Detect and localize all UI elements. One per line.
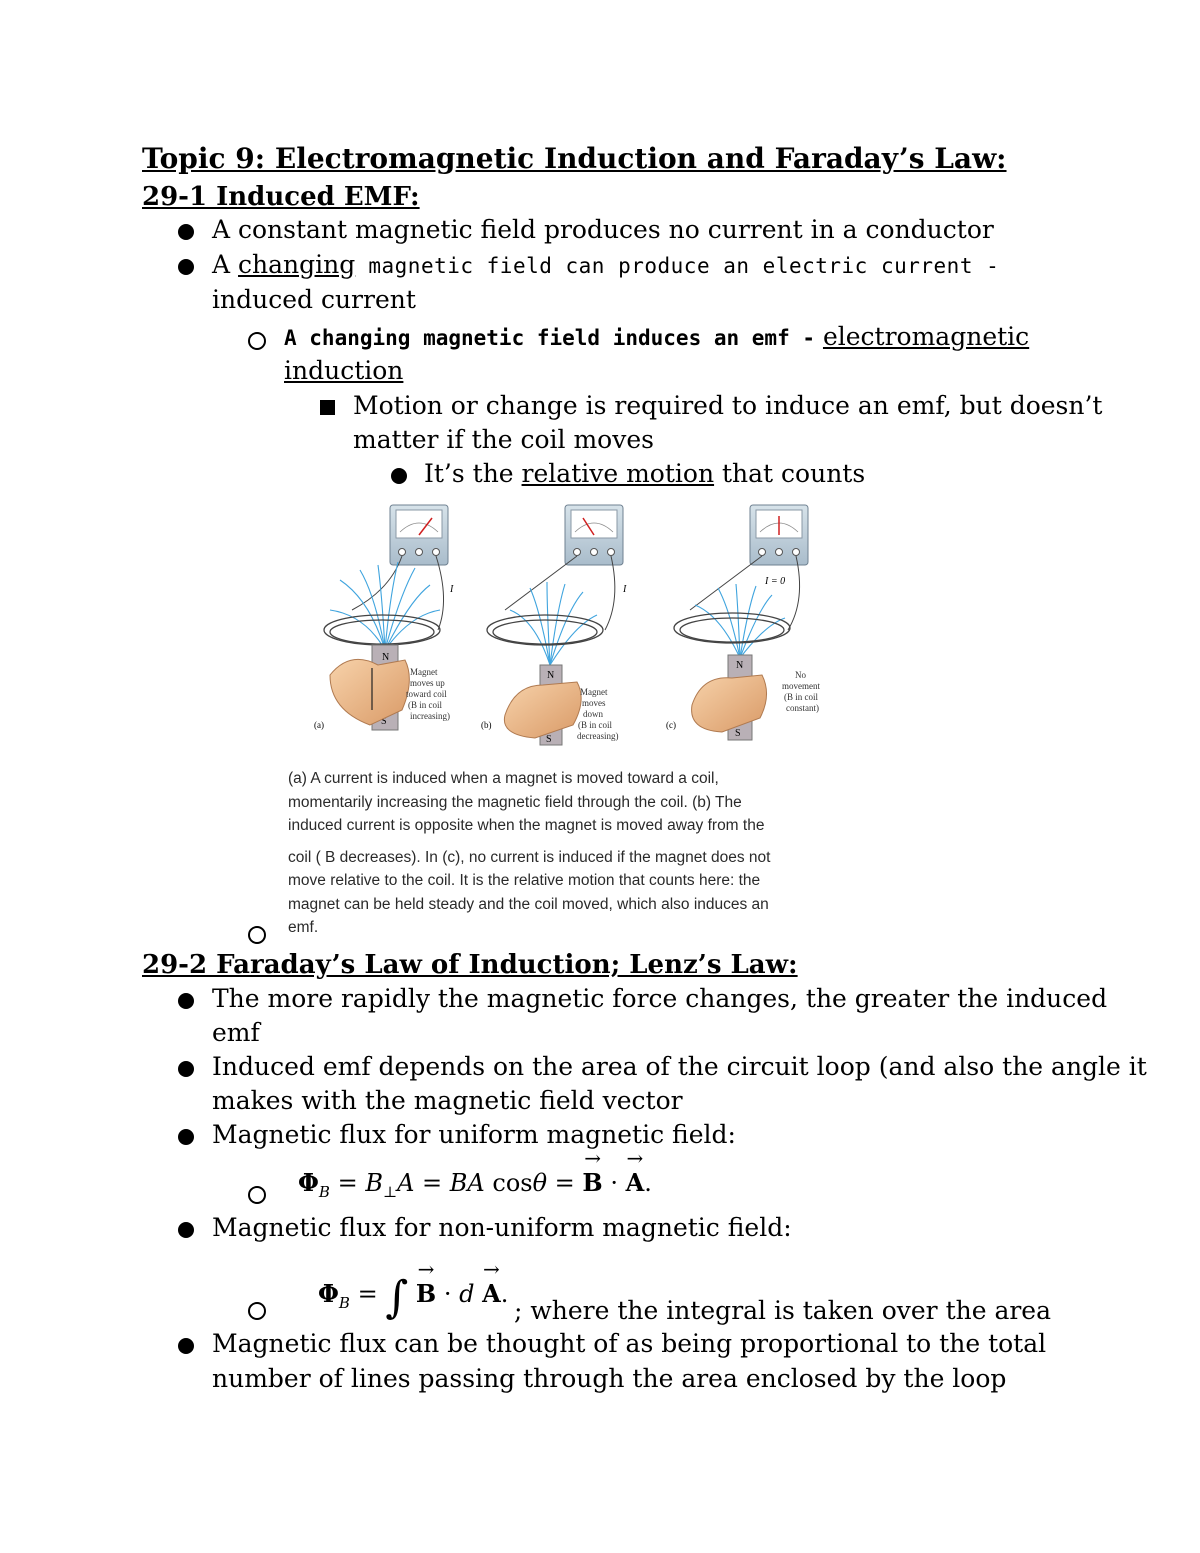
bullet-icon	[178, 224, 194, 240]
bullet-icon	[178, 993, 194, 1009]
square-bullet-text-continued: matter if the coil moves	[353, 425, 654, 454]
underlined-text: electromagnetic	[822, 322, 1030, 351]
mono-text: magnetic field can produce an electric current -	[355, 254, 1000, 278]
sub-bullet-icon	[248, 926, 266, 944]
current-label: I	[450, 584, 454, 595]
magnet-pole-label: S	[546, 734, 552, 745]
page-title: Topic 9: Electromagnetic Induction and Faraday’s Law:	[142, 142, 1007, 175]
sub-bullet-icon	[248, 332, 266, 350]
bullet-text: Magnetic flux can be thought of as being proportional to the total	[212, 1329, 1047, 1358]
panel-b	[481, 505, 627, 745]
svg-text:toward coil: toward coil	[406, 689, 447, 699]
caption-line: move relative to the coil. It is the relative motion that counts here: the	[288, 872, 761, 889]
text-run: It’s the	[424, 459, 522, 488]
svg-text:(B in coil: (B in coil	[784, 692, 818, 702]
field-lines	[330, 562, 440, 650]
bullet-text: Magnetic flux for uniform magnetic field:	[212, 1120, 736, 1149]
svg-text:(B in coil: (B in coil	[578, 720, 612, 730]
panel-label: (c)	[666, 720, 676, 730]
svg-text:moves up: moves up	[410, 678, 445, 688]
svg-text:(B in coil: (B in coil	[408, 700, 442, 710]
bullet-text-continued: induced current	[212, 285, 416, 314]
caption-line: magnet can be held steady and the coil moved, which also induces an	[288, 895, 769, 913]
bullet-text-continued: makes with the magnetic field vector	[212, 1086, 683, 1115]
panel-label: (b)	[481, 720, 492, 730]
svg-text:moves: moves	[582, 698, 606, 708]
caption-line: emf.	[288, 919, 319, 936]
bullet-icon	[178, 1338, 194, 1354]
svg-text:constant): constant)	[786, 703, 819, 713]
panel-label: (a)	[314, 720, 324, 730]
panel-c-notes	[782, 670, 820, 713]
caption-line: momentarily increasing the magnetic field through the coil. (b) The	[288, 793, 742, 811]
bullet-text	[212, 248, 999, 283]
text-run: that counts	[714, 459, 866, 488]
sub-bullet-icon	[248, 1302, 266, 1320]
section-heading-induced-emf: 29-1 Induced EMF:	[142, 182, 420, 212]
current-label: I = 0	[765, 576, 786, 587]
bullet-icon	[178, 259, 194, 275]
panel-a	[314, 505, 454, 730]
panel-b-notes	[577, 687, 618, 741]
square-bullet-icon	[320, 400, 335, 415]
panel-a-notes	[406, 667, 450, 721]
underlined-text: relative motion	[521, 459, 715, 488]
magnet-pole-label: N	[547, 670, 555, 681]
bullet-text-continued: emf	[212, 1018, 260, 1047]
svg-text:movement: movement	[782, 681, 820, 691]
bold-mono-text: A changing magnetic field induces an emf -	[284, 326, 816, 350]
svg-text:increasing): increasing)	[410, 711, 450, 721]
svg-text:No: No	[795, 670, 806, 680]
magnet-pole-label: S	[381, 716, 387, 727]
field-lines	[695, 584, 785, 658]
sub-bullet-text-continued: induction	[284, 356, 404, 385]
svg-text:Magnet: Magnet	[580, 687, 608, 697]
text-run: A	[212, 250, 239, 279]
bullet-text: The more rapidly the magnetic force changes, the greater the induced	[212, 984, 1108, 1013]
bullet-text: Magnetic flux for non-uniform magnetic field:	[212, 1213, 792, 1242]
svg-text:down: down	[583, 709, 603, 719]
underlined-text: changing	[238, 250, 356, 279]
figure-caption	[288, 767, 848, 940]
bullet-text: A constant magnetic field produces no current in a conductor	[212, 215, 994, 244]
magnet-pole-label: N	[382, 652, 390, 663]
magnet-pole-label: N	[736, 660, 744, 671]
bullet-icon	[178, 1129, 194, 1145]
bullet-text	[424, 457, 865, 491]
sub-bullet-icon	[248, 1186, 266, 1204]
current-label: I	[623, 584, 627, 595]
bullet-icon	[391, 468, 407, 484]
magnet-pole-label: S	[735, 728, 741, 739]
bullet-text: Induced emf depends on the area of the circuit loop (and also the angle it	[212, 1052, 1147, 1081]
caption-line: coil ( B decreases). In (c), no current is induced if the magnet does not	[288, 848, 771, 866]
section-heading-faradays-law: 29-2 Faraday’s Law of Induction; Lenz’s Law:	[142, 950, 798, 980]
panel-c	[666, 505, 820, 740]
hand	[692, 675, 767, 732]
sub-bullet-text	[284, 320, 1029, 355]
bullet-text-continued: number of lines passing through the area enclosed by the loop	[212, 1364, 1007, 1393]
caption-line: (a) A current is induced when a magnet is moved toward a coil,	[288, 770, 719, 787]
caption-line: induced current is opposite when the magnet is moved away from the	[288, 817, 765, 834]
equation-nonuniform-flux: $\Phi_B$ = ∫ → B · d → A.	[318, 1272, 508, 1323]
equation-note: ; where the integral is taken over the area	[514, 1296, 1052, 1325]
svg-text:decreasing): decreasing)	[577, 731, 619, 741]
induction-figure	[310, 500, 850, 755]
hand	[504, 682, 581, 738]
bullet-icon	[178, 1222, 194, 1238]
svg-text:Magnet: Magnet	[410, 667, 438, 677]
square-bullet-text: Motion or change is required to induce an emf, but doesn’t	[353, 391, 1103, 420]
bullet-icon	[178, 1061, 194, 1077]
equation-uniform-flux: $\Phi_B = B_\perp A$ = BA cosθ = → B · → A.	[298, 1168, 652, 1201]
